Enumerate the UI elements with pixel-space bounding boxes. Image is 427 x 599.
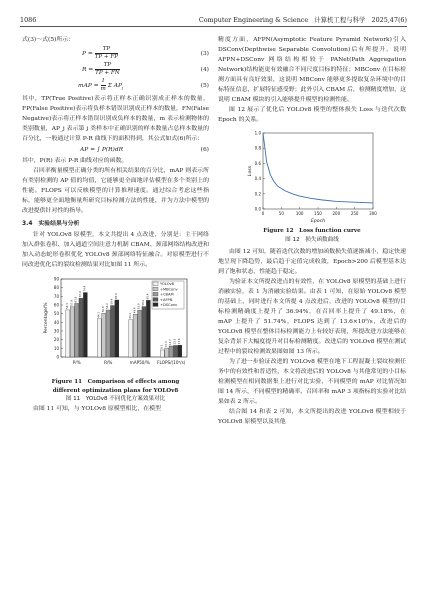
journal-title-en: Computer Engineering & Science [198, 16, 309, 24]
page-number: 1086 [20, 16, 37, 24]
bar-value-label: 50.6 [101, 306, 105, 313]
bar-value-label: 13.3 [173, 338, 177, 345]
y-tick-label: 90 [53, 276, 59, 282]
left-column [22, 35, 209, 414]
legend-swatch [153, 287, 158, 291]
figure-12-caption-cn: 图 12 损失函数曲线 [285, 236, 339, 243]
bar [141, 307, 145, 357]
y-tick-label: 1.0 [254, 130, 261, 136]
bar-value-label: 65.8 [114, 293, 118, 300]
x-tick-label: 50 [278, 211, 284, 216]
bar [78, 298, 82, 357]
eq6-lhs: AP = [80, 147, 96, 154]
y-axis-label: Loss [248, 165, 253, 177]
eq6-rhs: ∫ P(R)dR [96, 147, 124, 154]
bar [70, 307, 74, 357]
figure-11-caption-en1: Figure 11 Comparison of effects among [51, 379, 180, 386]
bar-value-label: 58.2 [141, 299, 145, 306]
bar [74, 304, 78, 358]
figure-11 [22, 273, 209, 404]
legend-label: +MBConv [159, 287, 178, 292]
eq5-lhs: mAP = [78, 83, 99, 89]
legend-swatch [153, 282, 158, 286]
paragraph-ablation: 为验证本文所提改进点的有效性，在 YOLOv8 原模型的基础上进行消融实验，表 1 为消融实验结果。由表 1 可知，在原始 YOLOv8 模型的基础上，同时进行本文所提 4 点改进后，改进的 YOLOv8 模型的目标检测精确度上提升了 36.94%，在召回率上提升了 49.18%，在 mAP 上提升了 51.74%，FLOPS 达到了 13.6×10⁹/s，改进后的 YOLOv8 模型在整体目标检测能力上有较好表现，所提改进方法能够在复杂背景下大幅度提升对目标检测精度。改进后的 YOLOv8 模型在测试过程中的裂纹检测效果图如图 13 所示。 [218, 279, 406, 355]
y-tick-label: 0.6 [254, 160, 261, 166]
legend-swatch [153, 303, 158, 307]
journal-issue: 2025,47(6) [371, 16, 407, 24]
equation-4 [22, 62, 209, 77]
bar [169, 346, 173, 357]
y-tick-label: 80 [53, 285, 59, 291]
loss-curve-line [263, 133, 373, 203]
bar [128, 320, 132, 357]
y-tick-label: 0.4 [254, 176, 261, 182]
bar-value-label: 8.1 [159, 345, 163, 350]
bar-value-label: 12.7 [168, 339, 172, 346]
paragraph-recall: 召回率衡量模型正确分类的所有相关结果的百分比，mAP 则表示所有类别检测的 AP 值的均值，它能够更全面地评估模型在多个类别上的性能。FLOPS 可以反映模型的计算推理速度。通过综合考虑这些指标，能够更全面地衡量所研究目标检测方法的性能，并为方法中模型的改进提供针对性的指导。 [22, 168, 209, 215]
bar-value-label: 44.1 [96, 312, 100, 318]
bar [173, 346, 177, 358]
eq4-denominator: TP + FN [95, 70, 120, 76]
x-tick-label: P/% [72, 360, 81, 366]
plot-frame [263, 133, 373, 209]
x-tick-label: 100 [295, 211, 304, 216]
paragraph-improvements: 针对 YOLOv8 原模型，本文共提出 4 点改进，分别是：主干网络加入群张卷积、加入通道空间注意力机制 CBAM、颈部网络结构改进和加入动态蛇形卷积优化 YOLOv8 颈部网络特征融合。对原模型进行不同改进优化后的裂纹检测结果对比如图 11 所示。 [22, 232, 209, 269]
bar-value-label: 10.3 [164, 341, 168, 348]
y-tick-label: 0.0 [254, 206, 261, 212]
bar [65, 310, 69, 357]
y-tick-label: 70 [53, 294, 59, 300]
legend-label: +CBAM [159, 292, 174, 297]
legend-swatch [153, 298, 158, 302]
paragraph-fig11-analysis: 由图 11 可知，与 YOLOv8 原模型相比，在模型 [33, 405, 161, 412]
equation-3 [22, 46, 209, 61]
legend-swatch [153, 293, 158, 297]
bar-value-label: 49.4 [132, 307, 136, 314]
y-tick-label: 60 [53, 302, 59, 308]
x-axis-label: Epoch [310, 219, 326, 224]
legend-label: YOLOv8 [159, 282, 174, 287]
y-tick-label: 0.2 [254, 191, 261, 197]
x-tick-label: 0 [261, 211, 265, 216]
bar [97, 319, 101, 357]
bar-value-label: 53.9 [137, 303, 141, 310]
eq5-numerator: 1 [101, 78, 105, 84]
eq5-number: (5) [200, 82, 209, 89]
bar-value-label: 54.2 [105, 303, 109, 310]
bar [133, 314, 137, 357]
bar [146, 300, 150, 357]
paragraph-conclusion-start: 结合图 14 和表 2 可知，本文所提出的改进 YOLOv8 模型相较于 YOLOv8 原模型以及其他 [218, 409, 406, 425]
journal-title-cn: 计算机工程与科学 [314, 16, 366, 24]
paragraph-pr: 其中，P(R) 表示 P-R 曲线对应的函数。 [22, 158, 128, 165]
legend-label: +AFPN [159, 297, 172, 302]
eq5-fraction [101, 78, 106, 93]
figure-11-caption-cn: 图 11 YOLOv8 不同优化方案效果对比 [65, 396, 166, 403]
paragraph-loss-intro: 图 12 展示了优化后 YOLOv8 模型的整体损失 Loss 与迭代次数 Epoch 的关系。 [218, 107, 406, 123]
eq-intro: 式(3)～式(5)所示： [22, 37, 75, 43]
eq5-sum: Σ AP [107, 83, 122, 89]
bar-value-label: 65.4 [146, 293, 150, 300]
eq3-numerator: TP [102, 46, 111, 52]
eq4-numerator: TP [103, 62, 112, 68]
eq4-number: (4) [200, 66, 209, 73]
bar-value-label: 74.4 [83, 285, 87, 292]
paragraph-loss-analysis: 由图 12 可知，随着迭代次数的增加函数损失值逐渐减小，稳定快速地呈现下降趋势，最后趋于定值完成收敛，Epoch>200 后模型基本达到了饱和状态，性能趋于稳定。 [218, 249, 406, 275]
y-tick-label: 10 [53, 346, 59, 352]
x-tick-label: R/% [103, 360, 112, 366]
eq5-denominator: m [100, 86, 106, 92]
bar [110, 306, 114, 357]
bar-value-label: 13.6 [177, 338, 181, 345]
bar [106, 310, 110, 357]
bar-value-label: 67.9 [78, 291, 82, 298]
bar [101, 313, 105, 357]
eq3-fraction [95, 46, 118, 61]
figure-11-caption-en2: different optimization plans for YOLOv8 [52, 387, 179, 394]
eq4-fraction [95, 62, 120, 77]
bar-value-label: 57.9 [69, 300, 73, 306]
y-tick-label: 20 [53, 337, 59, 343]
eq3-number: (3) [200, 50, 209, 57]
bar-value-label: 54.3 [65, 303, 69, 310]
eq3-lhs: P = [82, 51, 93, 57]
equation-6 [22, 145, 209, 155]
y-tick-label: 50 [53, 311, 59, 317]
figure-11-bar-chart [41, 273, 191, 378]
x-tick-label: 300 [369, 211, 377, 216]
bar [137, 310, 141, 357]
x-tick-label: 250 [350, 211, 359, 216]
paragraph-precision-analysis: 精度方面，AFPN(Asymptotic Feature Pyramid Network)引入 DSConv(Depthwise Separable Convolution)后有所提升，说明 AFPN+DSConv 网络结构相较于 PANet(Path Aggregation Network)结构能更有效融合不同尺度目标的特征；MBConv 在目标检测方面具有良好效果，这说明 MBConv 能够更多提取复杂环境中的目标特征信息，扩展特征感受野；此外引入 CBAM 后，检测精度增加，这说明 CBAM 模块的引入能够提升模型的检测性能。 [218, 37, 406, 103]
bar-value-label: 43.1 [128, 313, 132, 319]
journal-title [199, 14, 407, 26]
bar [177, 345, 181, 357]
x-tick-label: FLOPS/(10⁹/s) [156, 360, 185, 366]
y-tick-label: 40 [53, 320, 59, 326]
figure-11-caption [22, 378, 209, 404]
y-tick-label: 0.8 [254, 145, 261, 151]
figure-12-caption [218, 227, 406, 244]
eq3-denominator: TP + FP [94, 54, 119, 60]
bar [160, 350, 164, 357]
y-tick-label: 0 [55, 354, 59, 360]
figure-12 [218, 129, 406, 244]
figure-12-loss-chart [247, 129, 377, 225]
x-tick-label: 200 [332, 211, 341, 216]
eq6-number: (6) [200, 147, 209, 154]
bar-value-label: 59.4 [110, 298, 114, 305]
bar [83, 293, 87, 357]
eq4-lhs: R = [82, 67, 94, 73]
paragraph-comparison: 为了进一步验证改进的 YOLOv8 模型在地下工程混凝土裂纹检测任务中的有效性和普适性，本文将改进后的 YOLOv8 与其他常见的小目标检测模型在相同数据集上进行对比实验，不同模型的 mAP 对比情况如图 14 所示，不同模型的精确率、召回率和 mAP 3 项指标的实验对比结果如表 2 所示。 [218, 359, 406, 405]
y-axis-label: Percentage/% [43, 302, 49, 334]
bar [114, 300, 118, 357]
running-header [20, 14, 407, 27]
legend-label: +DSConv [159, 303, 177, 308]
right-column [218, 35, 406, 427]
paragraph-metrics: 其中，TP(True Positive)表示将正样本正确识别成正样本的数量，FP(False Positive)表示将负样本错误识别成正样本的数量，FN(False Negative)表示将正样本错误识别成负样本的数量，m 表示检测物体的类别数量，AP_j 表示第 j 类样本中正确识别的样本数量占总样本数量的百分比，一般通过计算 P-R 曲线下的面积得到，其公式如式(6)所示： [22, 96, 209, 143]
bar-value-label: 61.8 [74, 296, 78, 303]
equation-5: mAP = $\frac{1}{m}$ Σ $AP_j$ (5) [78, 78, 209, 92]
x-tick-label: 150 [314, 211, 322, 216]
section-heading: 3.4 实验结果与分析 [22, 221, 80, 228]
figure-12-caption-en: Figure 12 Loss function curve [263, 228, 361, 234]
y-tick-label: 30 [53, 328, 59, 334]
x-tick-label: mAP50/% [129, 360, 150, 366]
bar [164, 348, 168, 357]
